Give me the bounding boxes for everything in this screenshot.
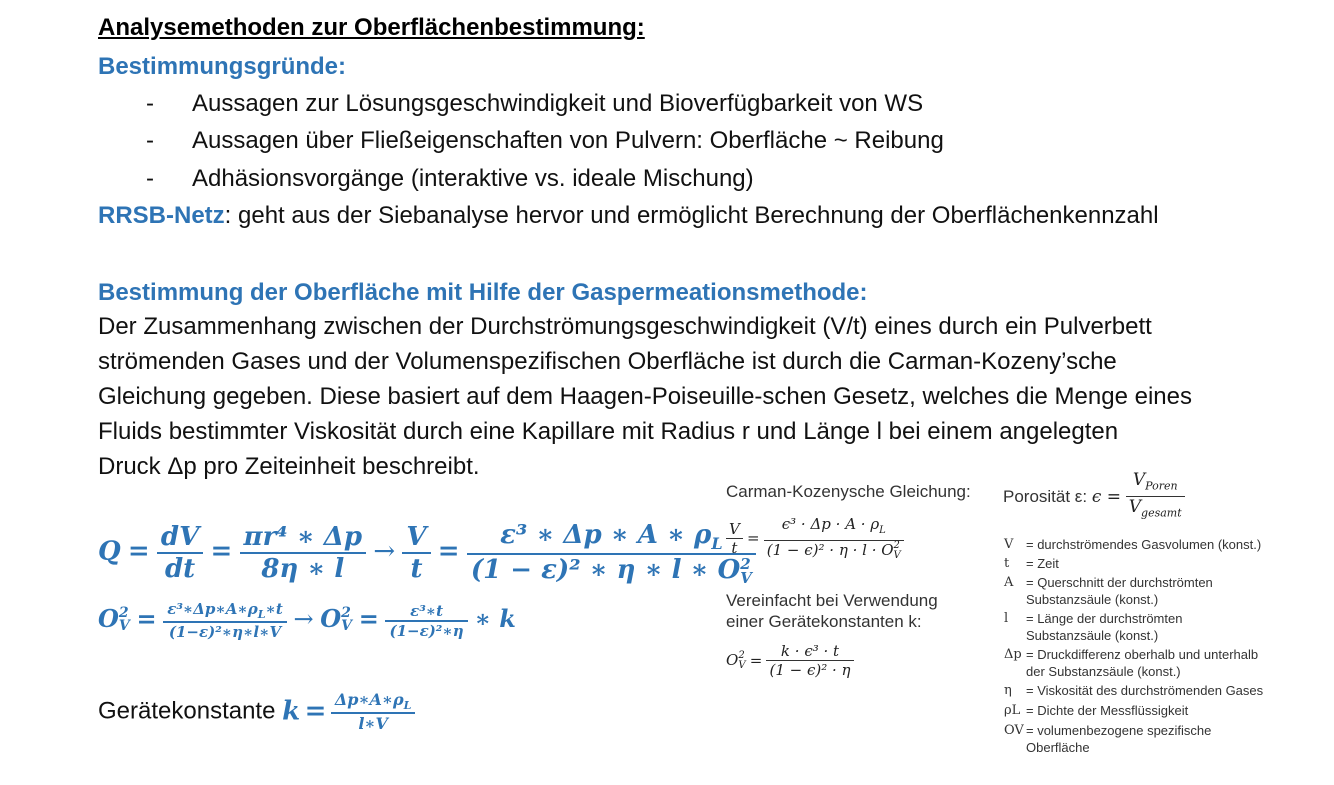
dash: -	[146, 165, 154, 192]
dash: -	[146, 90, 154, 117]
f1-eq3: =	[437, 536, 460, 567]
f2-num2: ε³∗t	[385, 602, 467, 622]
ck-num	[764, 515, 904, 541]
rrsb-text: : geht aus der Siebanalyse hervor und ermöglicht Berechnung der Oberflächenkennzahl	[224, 202, 1159, 229]
formula-ov2	[98, 600, 516, 641]
legend-item-v	[1004, 536, 1294, 554]
f2-num1	[163, 600, 287, 623]
por-den-sub: gesamt	[1141, 506, 1182, 520]
legend-item-a	[1004, 574, 1294, 610]
gas-line-5: Druck Δp pro Zeiteinheit beschreibt.	[98, 453, 480, 480]
f1-frac-carman	[467, 520, 756, 588]
s-den: (1 − ϵ)² · η	[769, 661, 851, 679]
ck-t: t	[731, 538, 738, 557]
por-num-v: V	[1132, 470, 1146, 490]
simplified-equation	[726, 642, 854, 679]
f2-o-main: O	[98, 603, 119, 633]
legend-def: = Länge der durchströmten Substanzsäule (konst.)	[1026, 611, 1183, 643]
f1-num2	[467, 520, 756, 555]
legend	[1004, 536, 1294, 761]
legend-def: = durchströmendes Gasvolumen (konst.)	[1026, 537, 1262, 552]
f1-frac-vt	[402, 522, 430, 584]
legend-sym: l	[1004, 611, 1009, 626]
legend-item-ov	[1004, 722, 1294, 758]
ck-vt	[726, 520, 743, 557]
s-num: k · ϵ³ · t	[766, 642, 853, 661]
rrsb-line	[98, 201, 1159, 231]
f2-frac1	[163, 600, 287, 641]
reasons-heading: Bestimmungsgründe:	[98, 53, 347, 80]
reason-item-1	[0, 89, 1334, 119]
legend-item-t	[1004, 555, 1294, 573]
f1-eq2: =	[210, 536, 233, 567]
legend-def: = Zeit	[1026, 556, 1059, 571]
gas-line-1: Der Zusammenhang zwischen der Durchströmungsgeschwindigkeit (V/t) eines durch ein Pulverbett	[98, 313, 1152, 340]
s-o-sub: V	[738, 659, 746, 671]
f2-o-sub: V	[118, 618, 130, 635]
f1-den2-sub: V	[740, 569, 752, 588]
legend-sym: Δp	[1004, 647, 1022, 662]
legend-def: = volumenbezogene spezifische Oberfläche	[1026, 723, 1212, 755]
por-den	[1126, 497, 1185, 523]
ck-num-sub: L	[879, 525, 886, 536]
dash: -	[146, 127, 154, 154]
f2-o	[98, 604, 130, 633]
carman-equation	[726, 515, 904, 561]
por-num	[1126, 470, 1185, 497]
ck-den	[764, 541, 904, 561]
legend-item-dp	[1004, 646, 1294, 682]
reason-text: Adhäsionsvorgänge (interaktive vs. ideale Mischung)	[192, 165, 754, 192]
s-eq: =	[749, 651, 763, 670]
f1-den2-supsub	[740, 555, 752, 588]
f2-num1-tail: ∗t	[265, 600, 283, 618]
legend-sym: A	[1004, 575, 1014, 590]
gas-heading: Bestimmung der Oberfläche mit Hilfe der Gaspermeationsmethode:	[98, 279, 868, 306]
simplified-line-1: Vereinfacht bei Verwendung	[726, 591, 938, 610]
f1-frac-dvdt	[157, 522, 203, 584]
f3-k: k	[282, 696, 301, 727]
porositaet-frac	[1126, 470, 1185, 524]
f3-num	[331, 690, 416, 714]
f3-frac	[331, 690, 416, 733]
f2-times-k: ∗ k	[474, 603, 516, 633]
gas-line-2: strömenden Gases und der Volumenspezifischen Oberfläche ist durch die Carman-Kozeny’sche	[98, 348, 1117, 375]
f1-frac-poiseuille	[240, 522, 367, 584]
f2-o-supsub	[119, 607, 130, 633]
ck-eq: =	[747, 529, 760, 547]
f1-den2	[467, 555, 756, 588]
s-frac	[766, 642, 853, 679]
rrsb-label: RRSB-Netz	[98, 202, 225, 229]
f2-o2	[320, 604, 352, 633]
ck-frac	[764, 515, 904, 561]
legend-item-rho	[1004, 702, 1294, 720]
f2-o2-main: O	[320, 603, 342, 633]
ck-num-main: ϵ³ · Δp · A · ρ	[781, 515, 880, 533]
legend-def: = Querschnitt der durchströmten Substanzsäule (konst.)	[1026, 575, 1213, 607]
reason-item-3	[0, 164, 1334, 194]
f1-pir4: πr⁴ ∗ Δp	[240, 522, 367, 554]
legend-def: = Druckdifferenz oberhalb und unterhalb der Substanzsäule (konst.)	[1026, 647, 1259, 679]
ck-den-main: (1 − ϵ)² · η · l · O	[766, 541, 894, 559]
gas-line-3: Gleichung gegeben. Diese basiert auf dem Haagen-Poiseuille-schen Gesetz, welches die Menge eines	[98, 383, 1192, 410]
ck-v: V	[726, 520, 743, 539]
legend-item-eta	[1004, 682, 1294, 700]
f3-label: Gerätekonstante	[98, 697, 283, 725]
f3-num-sub: L	[403, 699, 412, 713]
f2-den1: (1−ε)²∗η∗l∗V	[168, 623, 282, 641]
f1-num2-sub: L	[711, 534, 723, 554]
legend-sym: t	[1004, 556, 1010, 571]
f2-o2-sub: V	[341, 618, 353, 635]
s-o-sup: 2	[738, 649, 745, 661]
formula-k	[98, 690, 415, 733]
por-num-sub: Poren	[1145, 479, 1178, 493]
f2-den2: (1−ε)²∗η	[389, 621, 464, 640]
legend-item-l	[1004, 610, 1294, 646]
reason-text: Aussagen über Fließeigenschaften von Pulvern: Oberfläche ~ Reibung	[192, 127, 944, 154]
f3-den: l∗V	[358, 714, 388, 734]
s-o-supsub	[738, 651, 745, 671]
ck-den-sup: 2	[893, 540, 900, 551]
porositaet-eps: ϵ =	[1091, 486, 1122, 507]
por-den-v: V	[1128, 497, 1142, 518]
f1-v: V	[402, 522, 430, 554]
f1-dt: dt	[165, 553, 196, 584]
f3-num-main: Δp∗A∗ρ	[334, 690, 404, 709]
f1-arrow: →	[373, 536, 396, 567]
legend-sym: η	[1004, 683, 1012, 698]
f2-arrow: →	[293, 604, 314, 633]
f2-frac2	[385, 602, 467, 640]
f1-t: t	[410, 553, 423, 584]
f2-eq2: =	[358, 603, 379, 633]
f2-num1-main: ε³∗Δp∗A∗ρ	[167, 600, 258, 618]
f1-q: Q	[98, 536, 121, 567]
ck-den-supsub	[894, 541, 901, 561]
legend-def: = Dichte der Messflüssigkeit	[1026, 703, 1189, 718]
f2-o-sup: 2	[118, 605, 129, 622]
gas-line-4: Fluids bestimmter Viskosität durch eine Kapillare mit Radius r und Länge l bei einem angelegten	[98, 418, 1119, 445]
formula-hagen-carman	[98, 520, 756, 588]
f1-den2-main: (1 − ε)² ∗ η ∗ l ∗ O	[470, 555, 741, 586]
reason-item-2	[0, 126, 1334, 156]
porositaet	[1003, 470, 1185, 524]
f1-den2-sup: 2	[740, 555, 751, 574]
porositaet-label: Porosität ε:	[1003, 486, 1088, 506]
f2-eq: =	[136, 603, 157, 633]
simplified-line-2: einer Gerätekonstanten k:	[726, 612, 922, 631]
f2-num1-sub: L	[257, 608, 266, 621]
legend-def: = Viskosität des durchströmenden Gases	[1026, 683, 1264, 698]
legend-sym: V	[1004, 537, 1014, 552]
page-title: Analysemethoden zur Oberflächenbestimmung:	[98, 14, 645, 41]
ck-den-sub: V	[893, 550, 901, 561]
legend-sym: OV	[1004, 723, 1024, 738]
s-o	[726, 651, 746, 669]
f1-eq: =	[127, 536, 150, 567]
simplified-text	[726, 590, 938, 632]
carman-label: Carman-Kozenysche Gleichung:	[726, 482, 971, 501]
f1-eight: 8η ∗ l	[261, 553, 345, 584]
legend-sym: ρL	[1004, 703, 1021, 718]
f2-o2-sup: 2	[341, 605, 351, 622]
f1-num2-main: ε³ ∗ Δp ∗ A ∗ ρ	[500, 520, 712, 550]
f1-dv: dV	[157, 522, 203, 554]
f2-o2-supsub	[341, 607, 352, 633]
reason-text: Aussagen zur Lösungsgeschwindigkeit und Bioverfügbarkeit von WS	[192, 90, 924, 117]
f3-eq: =	[304, 696, 327, 727]
s-o-main: O	[726, 650, 739, 669]
